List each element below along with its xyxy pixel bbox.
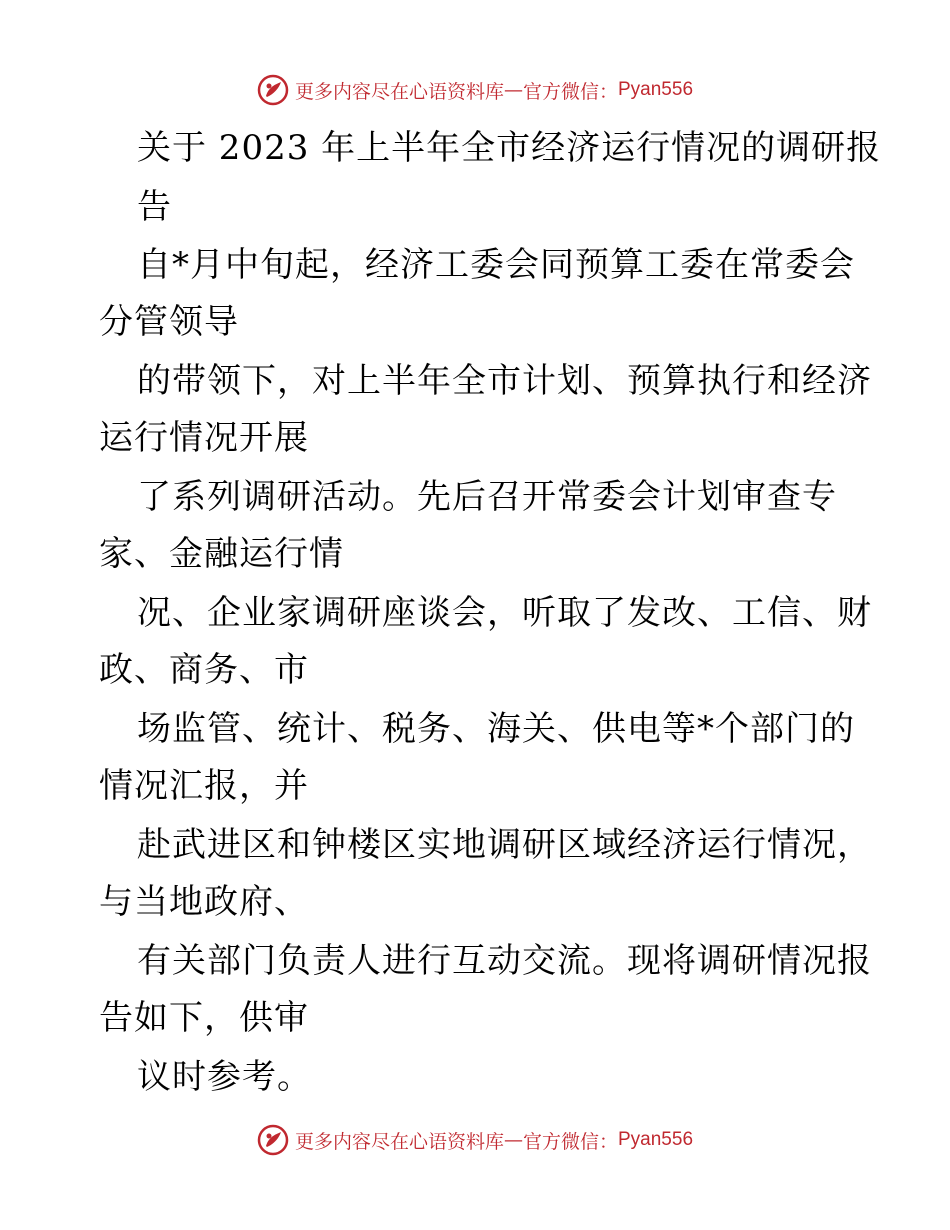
doc-line: 场监管、统计、税务、海关、供电等*个部门的 [137,709,855,749]
brand-logo-icon [257,1124,289,1156]
doc-line-title-2: 告 [137,187,172,227]
doc-line: 自*月中旬起，经济工委会同预算工委在常委会 [137,245,855,285]
doc-line: 议时参考。 [137,1057,312,1097]
doc-line: 政、商务、市 [99,650,309,690]
doc-line: 告如下，供审 [99,998,309,1038]
doc-line: 赴武进区和钟楼区实地调研区域经济运行情况， [137,825,872,865]
doc-line: 情况汇报，并 [99,766,309,806]
watermark-text: 更多内容尽在心语资料库 [294,80,504,103]
watermark-separator: — [503,79,523,101]
watermark-banner-top [0,70,950,110]
wechat-id: Pyan556 [618,79,694,100]
watermark-banner-bottom [0,1120,950,1160]
watermark-separator: — [503,1129,523,1151]
doc-line: 况、企业家调研座谈会，听取了发改、工信、财 [137,593,872,633]
wechat-label: 官方微信： [522,1130,618,1153]
doc-line: 分管领导 [99,302,239,342]
doc-line: 家、金融运行情 [99,534,344,574]
doc-line: 运行情况开展 [99,418,309,458]
wechat-id: Pyan556 [618,1129,694,1150]
doc-line: 的带领下，对上半年全市计划、预算执行和经济 [137,361,872,401]
doc-line-title-1: 关于 2023 年上半年全市经济运行情况的调研报 [137,128,882,168]
watermark-text: 更多内容尽在心语资料库 [294,1130,504,1153]
doc-line: 了系列调研活动。先后召开常委会计划审查专 [137,477,837,517]
brand-logo-icon [257,74,289,106]
doc-line: 与当地政府、 [99,882,309,922]
doc-line: 有关部门负责人进行互动交流。现将调研情况报 [137,941,872,981]
wechat-label: 官方微信： [522,80,618,103]
